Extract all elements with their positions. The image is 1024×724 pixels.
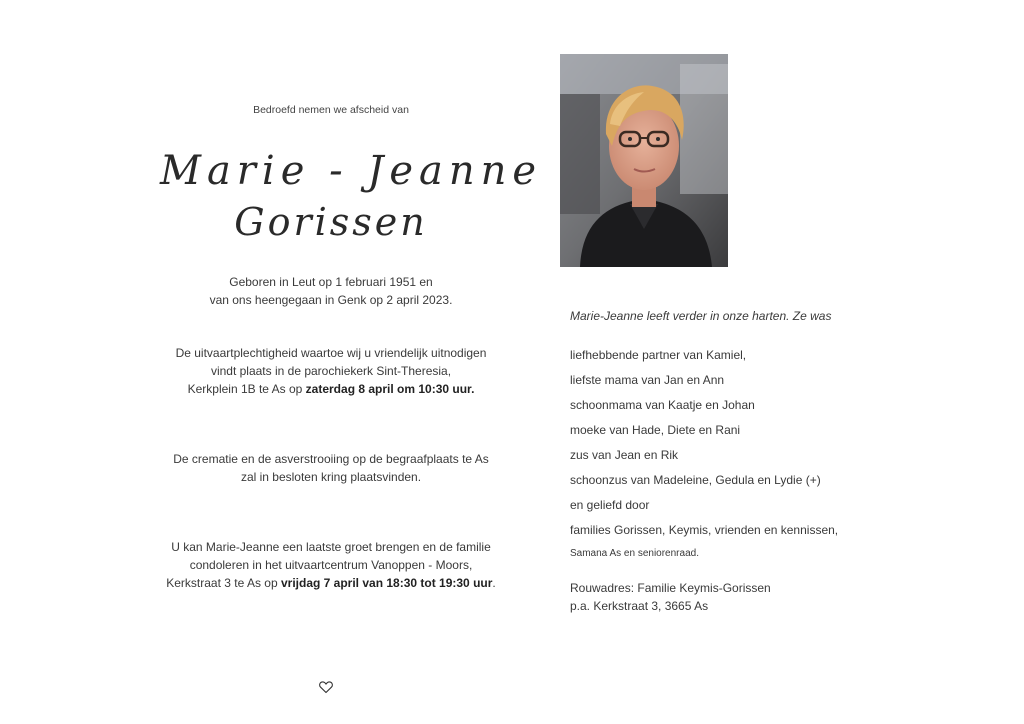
portrait-photo (560, 54, 728, 267)
relation-partner: liefhebbende partner van Kamiel, (570, 348, 747, 362)
funeral-line-3 (160, 380, 502, 398)
relation-associations: Samana As en seniorenraad. (570, 548, 699, 559)
condolence-period: . (492, 576, 496, 590)
deceased-first-name: Marie - Jeanne (160, 148, 543, 194)
portrait-image (560, 54, 728, 267)
condolence-line-1: U kan Marie-Jeanne een laatste groet brengen en de familie (171, 540, 491, 554)
cremation-paragraph (160, 450, 502, 486)
tagline: Marie-Jeanne leeft verder in onze harten. Ze was (570, 309, 832, 323)
funeral-paragraph (160, 344, 502, 398)
address-line-1: Rouwadres: Familie Keymis-Gorissen (570, 581, 771, 595)
birth-paragraph (160, 273, 502, 309)
mourning-address (570, 579, 771, 615)
address-line-2: p.a. Kerkstraat 3, 3665 As (570, 599, 709, 613)
condolence-date: vrijdag 7 april van 18:30 tot 19:30 uur (280, 576, 493, 590)
funeral-location: Kerkplein 1B te As op (187, 382, 306, 396)
cremation-line-1: De crematie en de asverstrooiing op de begraafplaats te As (173, 452, 489, 466)
condolence-line-3 (160, 574, 502, 592)
cremation-line-2: zal in besloten kring plaatsvinden. (240, 470, 422, 484)
birth-line-1: Geboren in Leut op 1 februari 1951 en (229, 275, 433, 289)
relation-in-laws: schoonmama van Kaatje en Johan (570, 398, 755, 412)
funeral-line-2: vindt plaats in de parochiekerk Sint-Theresia, (210, 364, 452, 378)
relation-children: liefste mama van Jan en Ann (570, 373, 725, 387)
condolence-line-2: condoleren in het uitvaartcentrum Vanoppen - Moors, (189, 558, 473, 572)
deceased-last-name: Gorissen (234, 200, 428, 244)
heart-icon (318, 679, 334, 695)
funeral-date: zaterdag 8 april om 10:30 uur. (305, 382, 475, 396)
funeral-line-1: De uitvaartplechtigheid waartoe wij u vriendelijk uitnodigen (175, 346, 487, 360)
condolence-paragraph (160, 538, 502, 592)
relation-families: families Gorissen, Keymis, vrienden en kennissen, (570, 523, 839, 537)
relation-siblings: zus van Jean en Rik (570, 448, 679, 462)
relation-beloved: en geliefd door (570, 498, 650, 512)
intro-text: Bedroefd nemen we afscheid van (253, 104, 409, 116)
condolence-location: Kerkstraat 3 te As op (166, 576, 281, 590)
announcement-column (160, 0, 543, 724)
birth-line-2: van ons heengegaan in Genk op 2 april 2023. (209, 293, 453, 307)
relation-siblings-in-law: schoonzus van Madeleine, Gedula en Lydie (+) (570, 473, 821, 487)
relation-grandchildren: moeke van Hade, Diete en Rani (570, 423, 741, 437)
